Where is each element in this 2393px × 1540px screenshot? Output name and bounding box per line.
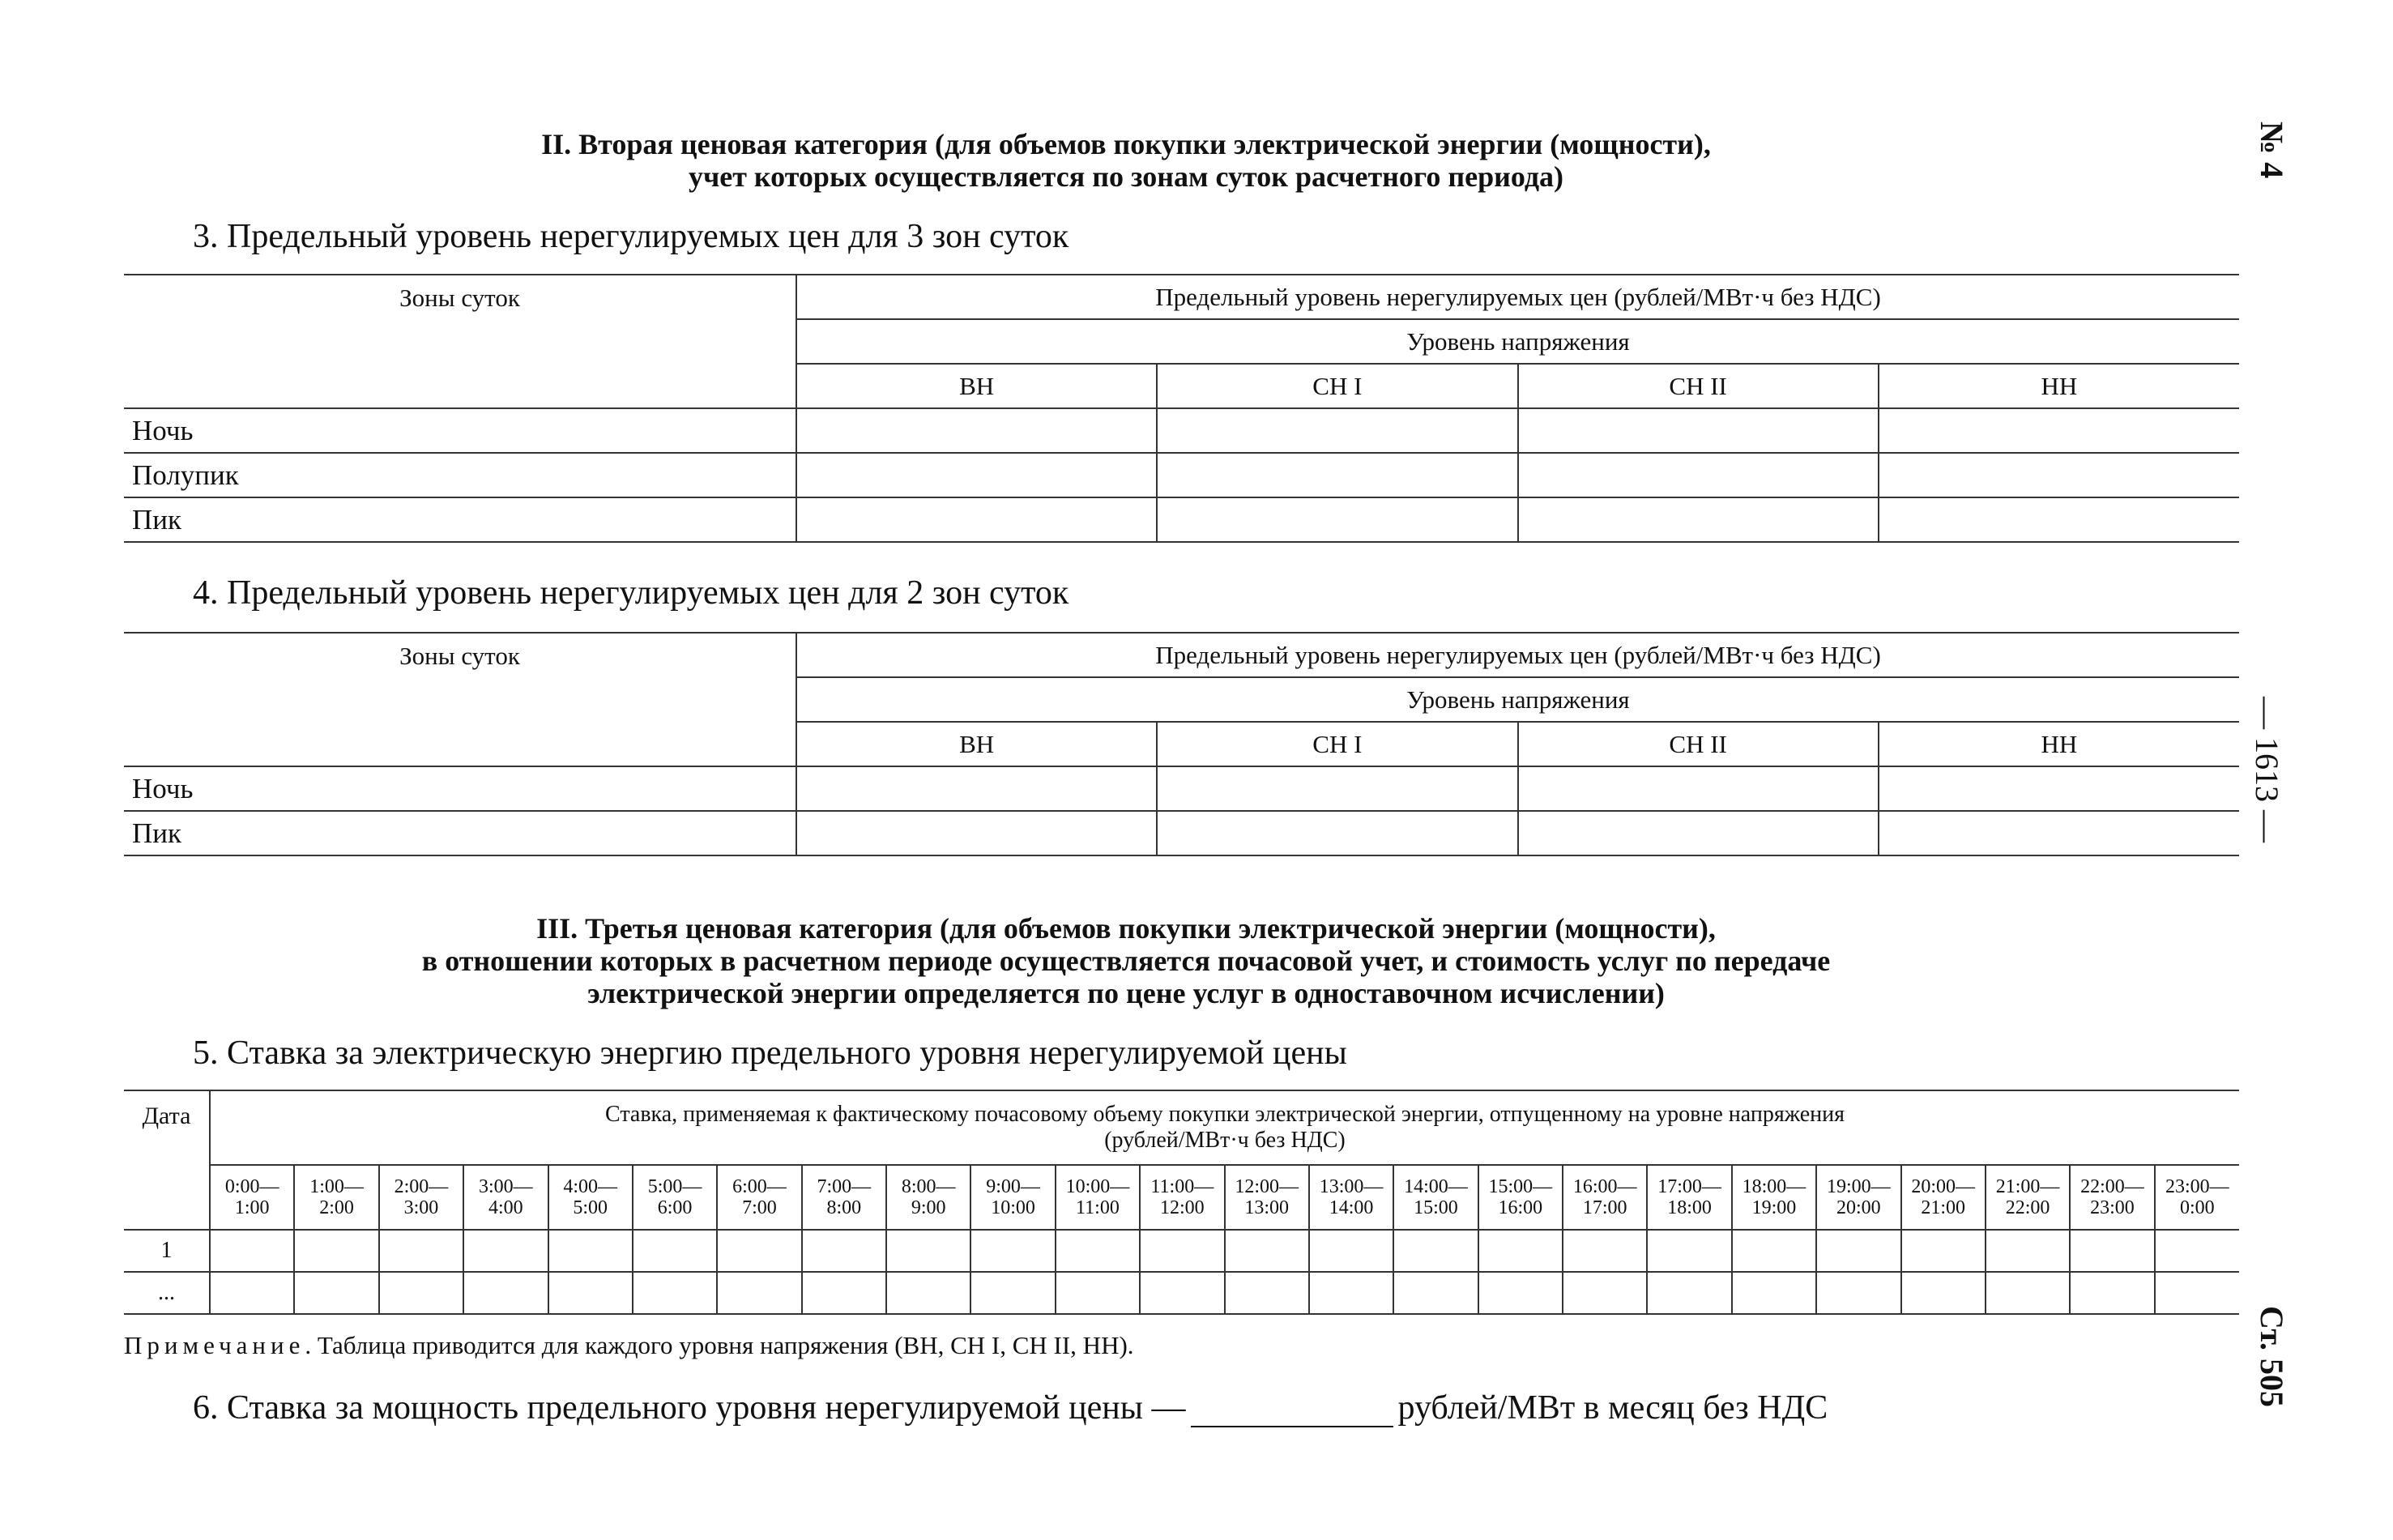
zone-header: Зоны суток (124, 633, 796, 766)
hour-from: 18:00— (1742, 1176, 1806, 1197)
hour-to: 2:00 (319, 1197, 354, 1218)
hour-to: 0:00 (2179, 1197, 2215, 1218)
hour-from: 21:00— (1995, 1176, 2060, 1197)
hour-to: 18:00 (1667, 1197, 1712, 1218)
value-cell (210, 1272, 294, 1314)
hour-to: 1:00 (234, 1197, 270, 1218)
hour-to: 7:00 (742, 1197, 777, 1218)
hour-to: 17:00 (1582, 1197, 1627, 1218)
hour-header-cell (1225, 1165, 1309, 1230)
hour-header-row (124, 1165, 2239, 1230)
hour-header-cell (1393, 1165, 1478, 1230)
section-2-heading-line1: II. Вторая ценовая категория (для объемов покупки электрической энергии (мощности), (541, 128, 1711, 160)
hour-from: 17:00— (1657, 1176, 1721, 1197)
value-cell (1986, 1230, 2070, 1272)
hour-from: 1:00— (309, 1176, 364, 1197)
hour-from: 11:00— (1150, 1176, 1214, 1197)
value-cell (1518, 766, 1879, 811)
hour-header-cell (970, 1165, 1055, 1230)
value-cell (1157, 811, 1517, 855)
item-6-text-after: рублей/МВт в месяц без НДС (1397, 1389, 1828, 1427)
hour-from: 13:00— (1319, 1176, 1384, 1197)
value-cell (1309, 1272, 1393, 1314)
value-cell (1309, 1230, 1393, 1272)
value-cell (1879, 497, 2239, 542)
level-sn2: СН II (1518, 364, 1879, 408)
value-cell (1563, 1272, 1647, 1314)
table-row (124, 811, 2239, 855)
item-5-title: 5. Ставка за электрическую энергию предельного уровня нерегулируемой цены (193, 1034, 1347, 1072)
value-cell (796, 766, 1157, 811)
hour-header-cell (463, 1165, 548, 1230)
value-cell (796, 453, 1157, 497)
value-cell (1157, 408, 1517, 453)
level-sn2: СН II (1518, 722, 1879, 766)
price-header: Предельный уровень нерегулируемых цен (рублей/МВт·ч без НДС) (796, 275, 2239, 319)
value-cell (1225, 1230, 1309, 1272)
hour-header-cell (1563, 1165, 1647, 1230)
value-cell (210, 1230, 294, 1272)
hour-header-cell (1732, 1165, 1816, 1230)
value-cell (1518, 453, 1879, 497)
value-cell (294, 1230, 378, 1272)
rate-header-line1: Ставка, применяемая к фактическому почасовому объему покупки электрической энергии, отпущенному на уровне напряжения (605, 1102, 1845, 1127)
note-label: Примечание (124, 1331, 305, 1359)
value-cell (1157, 453, 1517, 497)
hour-header-cell (886, 1165, 970, 1230)
zone-header: Зоны суток (124, 275, 796, 408)
hour-header-cell (802, 1165, 886, 1230)
hour-to: 3:00 (403, 1197, 439, 1218)
hour-header-cell (2070, 1165, 2154, 1230)
hourly-rate-table (124, 1090, 2239, 1315)
value-cell (548, 1230, 633, 1272)
date-cell: ... (124, 1272, 210, 1314)
hour-to: 11:00 (1076, 1197, 1120, 1218)
date-header: Дата (124, 1090, 210, 1230)
hour-from: 10:00— (1065, 1176, 1130, 1197)
value-cell (1157, 497, 1517, 542)
hour-from: 4:00— (563, 1176, 618, 1197)
value-cell (1225, 1272, 1309, 1314)
value-cell (1879, 766, 2239, 811)
hour-from: 0:00— (224, 1176, 279, 1197)
hour-header-cell (1816, 1165, 1900, 1230)
section-3-heading-line2: в отношении которых в расчетном периоде осуществляется почасовой учет, и стоимость услуг по передаче (421, 945, 1831, 977)
hour-from: 6:00— (732, 1176, 787, 1197)
hour-from: 19:00— (1826, 1176, 1891, 1197)
level-nn: НН (1879, 364, 2239, 408)
row-label-peak: Пик (124, 811, 796, 855)
item-6-text-before: 6. Ставка за мощность предельного уровня нерегулируемой цены — (193, 1389, 1186, 1427)
value-cell (1879, 408, 2239, 453)
section-3-heading-line3: электрической энергии определяется по цене услуг в одноставочном исчислении) (587, 977, 1665, 1009)
value-cell (1986, 1272, 2070, 1314)
value-cell (1140, 1230, 1224, 1272)
hour-header-cell (379, 1165, 463, 1230)
value-cell (1901, 1272, 1986, 1314)
section-2-heading (122, 128, 2131, 193)
hour-from: 5:00— (647, 1176, 702, 1197)
hour-to: 20:00 (1836, 1197, 1881, 1218)
hour-from: 14:00— (1404, 1176, 1468, 1197)
value-cell (970, 1272, 1055, 1314)
value-cell (1518, 497, 1879, 542)
value-cell (1518, 811, 1879, 855)
table-row (124, 408, 2239, 453)
hour-to: 19:00 (1751, 1197, 1797, 1218)
hour-header-cell (1056, 1165, 1140, 1230)
hour-header-cell (1647, 1165, 1731, 1230)
hour-to: 13:00 (1244, 1197, 1290, 1218)
value-cell (633, 1230, 717, 1272)
value-cell (796, 408, 1157, 453)
hour-to: 9:00 (911, 1197, 946, 1218)
value-cell (1393, 1230, 1478, 1272)
value-cell (970, 1230, 1055, 1272)
value-cell (1157, 766, 1517, 811)
table-row (124, 1230, 2239, 1272)
value-cell (463, 1272, 548, 1314)
table-row (124, 453, 2239, 497)
value-cell (886, 1230, 970, 1272)
value-cell (1056, 1272, 1140, 1314)
value-cell (1879, 453, 2239, 497)
value-cell (2155, 1272, 2239, 1314)
issue-number: № 4 (2254, 122, 2290, 179)
hour-to: 5:00 (573, 1197, 608, 1218)
hour-from: 7:00— (817, 1176, 872, 1197)
hour-header-cell (633, 1165, 717, 1230)
value-cell (1563, 1230, 1647, 1272)
value-cell (1647, 1272, 1731, 1314)
two-zone-price-table (124, 632, 2239, 856)
value-cell (1816, 1230, 1900, 1272)
row-label-night: Ночь (124, 766, 796, 811)
level-vn: ВН (796, 722, 1157, 766)
value-cell (1518, 408, 1879, 453)
hour-to: 23:00 (2090, 1197, 2135, 1218)
level-nn: НН (1879, 722, 2239, 766)
table-row (124, 766, 2239, 811)
value-cell (1732, 1272, 1816, 1314)
date-cell: 1 (124, 1230, 210, 1272)
hour-header-cell (210, 1165, 294, 1230)
hour-to: 16:00 (1498, 1197, 1543, 1218)
hour-header-cell (1478, 1165, 1563, 1230)
value-cell (1478, 1272, 1563, 1314)
value-cell (886, 1272, 970, 1314)
table-row (124, 497, 2239, 542)
hour-to: 6:00 (657, 1197, 693, 1218)
value-cell (379, 1272, 463, 1314)
row-label-night: Ночь (124, 408, 796, 453)
value-cell (802, 1230, 886, 1272)
hour-from: 8:00— (901, 1176, 956, 1197)
item-6-line (193, 1389, 1828, 1427)
hour-from: 20:00— (1911, 1176, 1976, 1197)
value-cell (463, 1230, 548, 1272)
hour-from: 22:00— (2080, 1176, 2144, 1197)
item-3-title: 3. Предельный уровень нерегулируемых цен для 3 зон суток (193, 218, 1069, 255)
page-number: — 1613 — (2249, 697, 2285, 843)
hour-to: 10:00 (991, 1197, 1035, 1218)
value-cell (802, 1272, 886, 1314)
value-cell (1140, 1272, 1224, 1314)
section-3-heading-line1: III. Третья ценовая категория (для объемов покупки электрической энергии (мощности), (536, 912, 1716, 945)
table-note (124, 1331, 1134, 1360)
hour-to: 12:00 (1159, 1197, 1205, 1218)
hour-from: 16:00— (1572, 1176, 1637, 1197)
hour-to: 15:00 (1414, 1197, 1458, 1218)
value-cell (1816, 1272, 1900, 1314)
value-cell (633, 1272, 717, 1314)
level-sn1: СН I (1157, 364, 1517, 408)
hour-from: 9:00— (986, 1176, 1040, 1197)
value-cell (796, 811, 1157, 855)
hour-header-cell (717, 1165, 801, 1230)
value-cell (2070, 1230, 2154, 1272)
section-2-heading-line2: учет которых осуществляется по зонам суток расчетного периода) (688, 160, 1564, 193)
rate-blank-field (1191, 1398, 1393, 1427)
three-zone-price-table (124, 274, 2239, 543)
value-cell (1901, 1230, 1986, 1272)
level-sn1: СН I (1157, 722, 1517, 766)
value-cell (796, 497, 1157, 542)
value-cell (294, 1272, 378, 1314)
row-label-peak: Пик (124, 497, 796, 542)
price-header: Предельный уровень нерегулируемых цен (рублей/МВт·ч без НДС) (796, 633, 2239, 677)
hour-from: 15:00— (1488, 1176, 1553, 1197)
hour-header-cell (1901, 1165, 1986, 1230)
hour-header-cell (1140, 1165, 1224, 1230)
hour-header-cell (548, 1165, 633, 1230)
value-cell (1879, 811, 2239, 855)
level-vn: ВН (796, 364, 1157, 408)
hour-from: 2:00— (394, 1176, 449, 1197)
value-cell (2070, 1272, 2154, 1314)
voltage-header: Уровень напряжения (796, 677, 2239, 722)
hour-from: 12:00— (1235, 1176, 1299, 1197)
hour-from: 23:00— (2165, 1176, 2229, 1197)
row-label-semipeak: Полупик (124, 453, 796, 497)
value-cell (1393, 1272, 1478, 1314)
article-number: Ст. 505 (2254, 1306, 2290, 1407)
value-cell (548, 1272, 633, 1314)
hour-header-cell (1986, 1165, 2070, 1230)
table-row (124, 1272, 2239, 1314)
note-text: . Таблица приводится для каждого уровня напряжения (ВН, СН I, СН II, НН). (305, 1331, 1134, 1359)
hour-from: 3:00— (478, 1176, 533, 1197)
rate-header (210, 1090, 2239, 1165)
value-cell (1478, 1230, 1563, 1272)
value-cell (1647, 1230, 1731, 1272)
hour-to: 14:00 (1329, 1197, 1374, 1218)
hour-header-cell (1309, 1165, 1393, 1230)
item-4-title: 4. Предельный уровень нерегулируемых цен для 2 зон суток (193, 574, 1069, 612)
value-cell (2155, 1230, 2239, 1272)
section-3-heading (122, 912, 2131, 1009)
value-cell (1732, 1230, 1816, 1272)
value-cell (717, 1272, 801, 1314)
value-cell (379, 1230, 463, 1272)
hour-header-cell (2155, 1165, 2239, 1230)
hour-to: 21:00 (1921, 1197, 1966, 1218)
hour-header-cell (294, 1165, 378, 1230)
voltage-header: Уровень напряжения (796, 319, 2239, 364)
value-cell (717, 1230, 801, 1272)
hour-to: 22:00 (2005, 1197, 2050, 1218)
rate-header-line2: (рублей/МВт·ч без НДС) (1104, 1128, 1346, 1153)
hour-to: 8:00 (826, 1197, 862, 1218)
hour-to: 4:00 (488, 1197, 523, 1218)
value-cell (1056, 1230, 1140, 1272)
